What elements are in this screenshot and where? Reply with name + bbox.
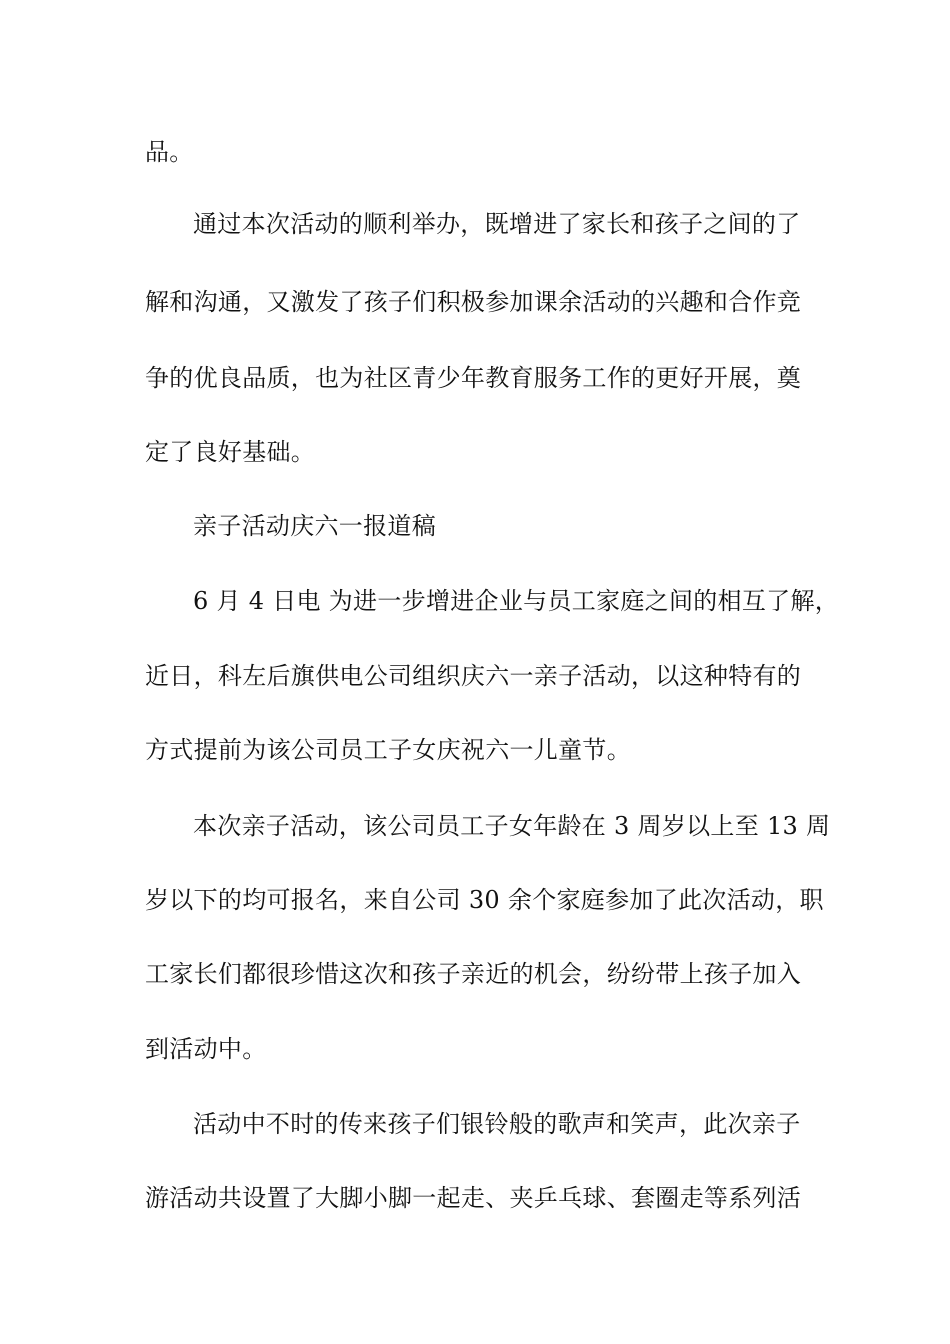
text-line: 方式提前为该公司员工子女庆祝六一儿童节。 bbox=[145, 736, 631, 764]
section-title: 亲子活动庆六一报道稿 bbox=[193, 512, 436, 540]
text-line: 定了良好基础。 bbox=[145, 438, 316, 466]
text-line: 品。 bbox=[145, 138, 194, 166]
text-line: 工家长们都很珍惜这次和孩子亲近的机会，纷纷带上孩子加入 bbox=[145, 960, 802, 988]
text-line: 通过本次活动的顺利举办，既增进了家长和孩子之间的了 bbox=[193, 210, 801, 238]
text-line: 本次亲子活动，该公司员工子女年龄在 3 周岁以上至 13 周 bbox=[193, 812, 831, 840]
text-line: 活动中不时的传来孩子们银铃般的歌声和笑声，此次亲子 bbox=[193, 1110, 801, 1138]
text-line: 6 月 4 日电 为进一步增进企业与员工家庭之间的相互了解， bbox=[193, 587, 840, 615]
text-line: 解和沟通，又激发了孩子们积极参加课余活动的兴趣和合作竞 bbox=[145, 288, 802, 316]
text-line: 近日，科左后旗供电公司组织庆六一亲子活动，以这种特有的 bbox=[145, 662, 802, 690]
text-line: 岁以下的均可报名，来自公司 30 余个家庭参加了此次活动，职 bbox=[145, 886, 824, 914]
text-line: 游活动共设置了大脚小脚一起走、夹乒乓球、套圈走等系列活 bbox=[145, 1184, 802, 1212]
text-line: 争的优良品质，也为社区青少年教育服务工作的更好开展，奠 bbox=[145, 364, 802, 392]
text-line: 到活动中。 bbox=[145, 1035, 267, 1063]
